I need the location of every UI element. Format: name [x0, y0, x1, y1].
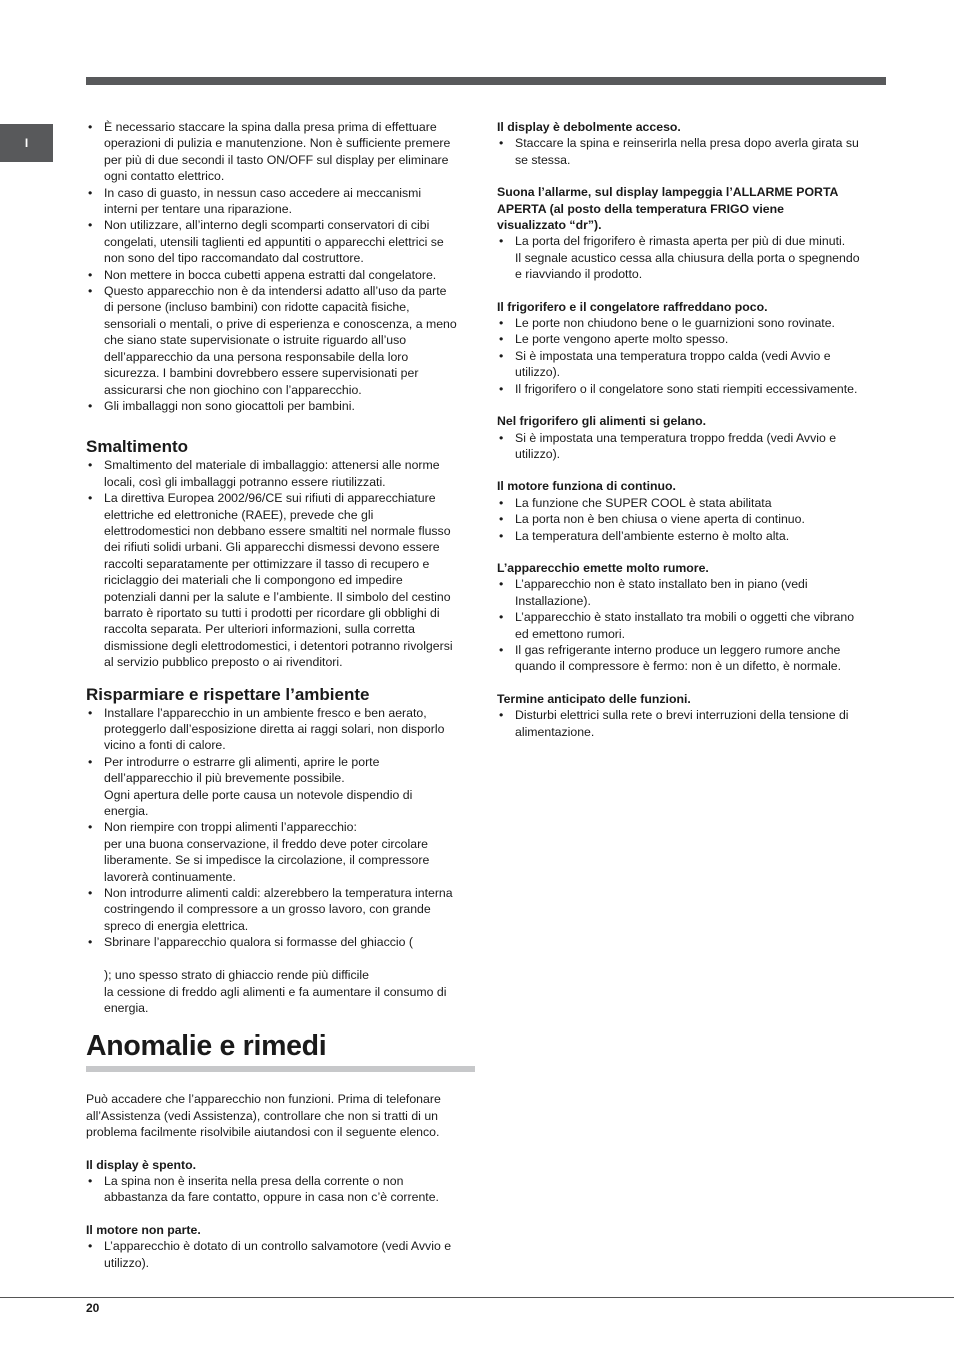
text-line: non sono del tipo raccomandato dal costruttore. — [104, 251, 364, 266]
list-item — [497, 707, 889, 740]
text-line: • La funzione che SUPER COOL è stata abilitata — [515, 495, 772, 510]
text-line: utilizzo). — [515, 365, 561, 380]
problem-heading — [497, 184, 889, 233]
text-line: per una buona conservazione, il freddo deve poter circolare — [104, 836, 429, 851]
text-line: • L’apparecchio è dotato di un controllo salvamotore (vedi Avvio e — [104, 1239, 452, 1254]
text-line: APERTA (al posto della temperatura FRIGO viene — [497, 201, 784, 216]
list-item — [497, 233, 889, 282]
text-line: Il motore funziona di continuo. — [497, 479, 676, 494]
list-item — [497, 609, 889, 642]
trouble-group — [497, 413, 889, 462]
text-line: abbastanza da fare contatto, oppure in casa non c’è corrente. — [104, 1190, 439, 1205]
text-line: operazioni di pulizia e manutenzione. Non è sufficiente premere — [104, 136, 451, 151]
text-line: • In caso di guasto, in nessun caso accedere ai meccanismi — [104, 185, 422, 200]
text-line: dismissione degli elettrodomestici, i detentori potranno rivolgersi — [104, 638, 453, 653]
text-line: congelati, utensili taglienti ed appuntiti o apparecchi elettrici se — [104, 234, 444, 249]
list-item — [497, 331, 889, 347]
left-column — [86, 119, 478, 1271]
text-line: • Le porte non chiudono bene o le guarnizioni sono rovinate. — [515, 316, 835, 331]
list-item — [86, 754, 478, 820]
text-line: al servizio pubblico preposto o ai rivenditori. — [104, 655, 343, 670]
problem-heading — [497, 299, 889, 315]
text-line: • La porta non è ben chiusa o viene aperta di continuo. — [515, 512, 805, 527]
text-line: • Non riempire con troppi alimenti l’apparecchio: — [104, 820, 357, 835]
text-line: utilizzo). — [515, 446, 561, 461]
text-line — [104, 951, 478, 967]
list-item — [86, 119, 478, 185]
text-line: • Per introdurre o estrarre gli alimenti, aprire le porte — [104, 754, 380, 769]
text-line: assicurarsi che non giochino con l’apparecchio. — [104, 382, 362, 397]
list-item — [497, 495, 889, 511]
text-line: • Il gas refrigerante interno produce un leggero rumore anche — [515, 642, 841, 657]
text-line: • L’apparecchio è stato installato tra mobili o oggetti che vibrano — [515, 610, 855, 625]
text-line: interni per tentare una riparazione. — [104, 202, 292, 217]
text-line: ed emettono rumori. — [515, 626, 626, 641]
list-item — [86, 490, 478, 670]
risparmio-list — [86, 705, 478, 1017]
list-item — [86, 457, 478, 490]
remedy-list — [86, 1238, 478, 1271]
text-line: liberamente. Se si impedisce la circolazione, il compressore — [104, 853, 430, 868]
list-item — [497, 381, 889, 397]
text-line: • La temperatura dell’ambiente esterno è molto alta. — [515, 528, 790, 543]
text-line: • Le porte vengono aperte molto spesso. — [515, 332, 729, 347]
text-line: • Il frigorifero o il congelatore sono stati riempiti eccessivamente. — [515, 381, 858, 396]
safety-list — [86, 119, 478, 414]
text-line: • La porta del frigorifero è rimasta aperta per più di due minuti. — [515, 234, 846, 249]
list-item — [497, 348, 889, 381]
text-line: dell’apparecchio il più brevemente possibile. — [104, 771, 345, 786]
remedy-list — [497, 495, 889, 544]
text-line: alimentazione. — [515, 724, 595, 739]
header-bar — [86, 77, 886, 85]
text-line: Il display è spento. — [86, 1157, 197, 1172]
list-item — [497, 430, 889, 463]
text-line: • La spina non è inserita nella presa della corrente o non — [104, 1173, 404, 1188]
text-line: Termine anticipato delle funzioni. — [497, 691, 691, 706]
text-line: • Gli imballaggi non sono giocattoli per bambini. — [104, 398, 355, 413]
text-line: • Non mettere in bocca cubetti appena estratti dal congelatore. — [104, 267, 437, 282]
text-line: elettriche ed elettroniche (RAEE), prevede che gli — [104, 507, 374, 522]
list-item — [497, 576, 889, 609]
text-line: raccolta separata. Per ulteriori informazioni, sulla corretta — [104, 622, 415, 637]
remedy-list — [497, 233, 889, 282]
trouble-group — [86, 1157, 478, 1206]
list-item — [86, 398, 478, 414]
language-tab: I — [0, 124, 53, 162]
text-line: Il segnale acustico cessa alla chiusura della porta o spegnendo — [515, 250, 860, 265]
text-line: Installazione). — [515, 593, 591, 608]
remedy-list — [497, 135, 889, 168]
remedy-list — [497, 576, 889, 674]
list-item — [86, 1238, 478, 1271]
right-column — [497, 119, 889, 740]
text-line: lavorerà continuamente. — [104, 869, 236, 884]
text-line: Il motore non parte. — [86, 1222, 201, 1237]
text-line: per più di due secondi il tasto ON/OFF sul display per eliminare — [104, 152, 449, 167]
anomalie-title: Anomalie e rimedi — [86, 1030, 327, 1063]
text-line: Il frigorifero e il congelatore raffreddano poco. — [497, 299, 768, 314]
text-line: • L’apparecchio non è stato installato ben in piano (vedi — [515, 577, 808, 592]
text-line: visualizzato “dr”). — [497, 218, 602, 233]
problem-heading — [86, 1222, 478, 1238]
list-item — [497, 135, 889, 168]
left-troubleshooting — [86, 1157, 478, 1271]
text-line: barrato è riportato su tutti i prodotti per ricordare gli obblighi di — [104, 605, 440, 620]
right-troubleshooting — [497, 119, 889, 740]
title-rule — [86, 1066, 475, 1072]
text-line: utilizzo). — [104, 1255, 150, 1270]
trouble-group — [497, 119, 889, 168]
text-line: Può accadere che l’apparecchio non funzioni. Prima di telefonare — [86, 1092, 441, 1107]
text-line: Suona l’allarme, sul display lampeggia l’ALLARME PORTA — [497, 185, 839, 200]
list-item — [497, 511, 889, 527]
text-line: • Installare l’apparecchio in un ambiente fresco e ben aerato, — [104, 705, 427, 720]
text-line: • Si è impostata una temperatura troppo calda (vedi Avvio e — [515, 348, 831, 363]
smaltimento-heading: Smaltimento — [86, 437, 189, 457]
text-line: • La direttiva Europea 2002/96/CE sui rifiuti di apparecchiature — [104, 491, 436, 506]
remedy-list — [497, 430, 889, 463]
trouble-group — [497, 184, 889, 282]
list-item — [86, 217, 478, 266]
list-item — [86, 1173, 478, 1206]
text-line: costringendo il compressore a un grosso lavoro, con grande — [104, 902, 431, 917]
text-line: • Questo apparecchio non è da intendersi adatto all’uso da parte — [104, 284, 447, 299]
text-line: spreco di energia elettrica. — [104, 918, 249, 933]
text-line: Ogni apertura delle porte causa un notevole dispendio di — [104, 787, 413, 802]
text-line: quando il compressore è fermo: non è un difetto, è normale. — [515, 659, 842, 674]
list-item — [86, 885, 478, 934]
text-line: elettrodomestici non debbano essere smaltiti nel normale flusso — [104, 523, 451, 538]
problem-heading — [497, 119, 889, 135]
text-line: • Si è impostata una temperatura troppo fredda (vedi Avvio e — [515, 430, 837, 445]
text-line: proteggerlo dall’esposizione diretta ai raggi solari, non disporlo — [104, 722, 445, 736]
text-line: energia. — [104, 1000, 149, 1015]
text-line: • Disturbi elettrici sulla rete o brevi interruzioni della tensione di — [515, 708, 849, 723]
text-line: di persone (incluso bambini) con ridotte capacità fisiche, — [104, 300, 410, 315]
list-item — [497, 315, 889, 331]
smaltimento-list — [86, 457, 478, 670]
text-line: L’apparecchio emette molto rumore. — [497, 560, 709, 575]
risparmio-heading: Risparmiare e rispettare l’ambiente — [86, 684, 370, 704]
trouble-group — [497, 560, 889, 675]
text-line: riciclaggio dei materiali che li compongono ed impedire — [104, 573, 403, 588]
remedy-list — [497, 707, 889, 740]
text-line: all’Assistenza (vedi Assistenza), controllare che non si tratti di un — [86, 1108, 438, 1123]
problem-heading — [497, 691, 889, 707]
list-item — [86, 819, 478, 885]
page-number: 20 — [86, 1301, 100, 1315]
problem-heading — [497, 560, 889, 576]
trouble-group — [86, 1222, 478, 1271]
problem-heading — [86, 1157, 478, 1173]
text-line: ); uno spesso strato di ghiaccio rende più difficile — [104, 968, 369, 983]
text-line: se stessa. — [515, 152, 571, 167]
footer-rule — [0, 1297, 954, 1298]
list-item — [86, 283, 478, 398]
text-line: problema facilmente risolvibile aiutandosi con il seguente elenco. — [86, 1125, 440, 1140]
text-line: locali, così gli imballaggi potranno essere riutilizzati. — [104, 474, 386, 489]
text-line: • Non utilizzare, all’interno degli scomparti conservatori di cibi — [104, 218, 430, 233]
text-line: vicino a fonti di calore. — [104, 738, 226, 753]
trouble-group — [497, 299, 889, 397]
text-line: e riavviando il prodotto. — [515, 267, 643, 282]
list-item — [497, 528, 889, 544]
text-line: dei rifiuti solidi urbani. Gli apparecchi dismessi devono essere — [104, 540, 440, 555]
text-line: • Non introdurre alimenti caldi: alzerebbero la temperatura interna — [104, 886, 453, 901]
remedy-list — [497, 315, 889, 397]
text-line: dell’apparecchio da una persona responsabile della loro — [104, 349, 409, 364]
text-line: Il display è debolmente acceso. — [497, 120, 681, 134]
text-line: ogni contatto elettrico. — [104, 169, 225, 184]
text-line: Nel frigorifero gli alimenti si gelano. — [497, 414, 707, 429]
problem-heading — [497, 413, 889, 429]
text-line: • Smaltimento del materiale di imballaggio: attenersi alle norme — [104, 458, 440, 473]
text-line: • Staccare la spina e reinserirla nella presa dopo averla girata su — [515, 136, 859, 151]
problem-heading — [497, 478, 889, 494]
remedy-list — [86, 1173, 478, 1206]
text-line: che siano state supervisionate o istruite riguardo all’uso — [104, 333, 407, 348]
list-item — [497, 642, 889, 675]
anomalie-intro — [86, 1091, 478, 1140]
list-item — [86, 934, 478, 1016]
text-line: la cessione di freddo agli alimenti e fa aumentare il consumo di — [104, 984, 447, 999]
trouble-group — [497, 691, 889, 740]
text-line: potenziali danni per la salute e l’ambiente. Il simbolo del cestino — [104, 589, 451, 604]
list-item — [86, 705, 478, 754]
list-item — [86, 267, 478, 283]
trouble-group — [497, 478, 889, 544]
text-line: sicurezza. I bambini dovrebbero essere supervisionati per — [104, 366, 419, 381]
text-line: • È necessario staccare la spina dalla presa prima di effettuare — [104, 120, 437, 134]
text-line: raccolti separatamente per ottimizzare il tasso di recupero e — [104, 556, 430, 571]
text-line: sensoriali o mentali, o prive di esperienza e conoscenza, a meno — [104, 316, 457, 331]
text-line: energia. — [104, 804, 149, 819]
list-item — [86, 185, 478, 218]
text-line: • Sbrinare l’apparecchio qualora si formasse del ghiaccio ( — [104, 935, 413, 950]
